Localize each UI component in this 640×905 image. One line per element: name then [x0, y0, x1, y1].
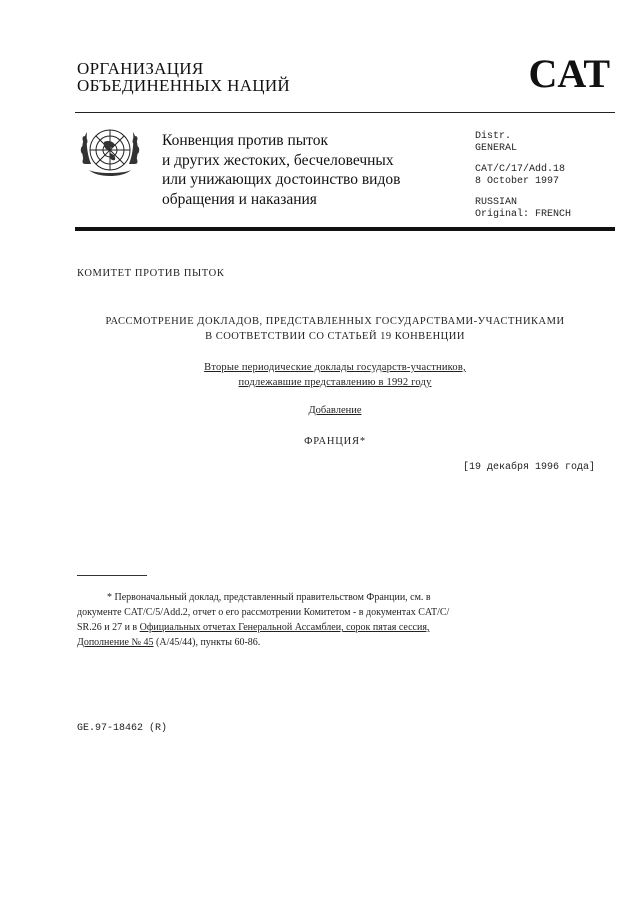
- footnote-line-4: [77, 635, 567, 650]
- footnote-supplement-ref: Дополнение № 45: [77, 637, 154, 648]
- convention-title: [162, 131, 400, 209]
- convention-line-4: обращения и наказания: [162, 190, 317, 208]
- footnote-separator: [77, 575, 147, 576]
- footnote-official-records-link: Официальных отчетах Генеральной Ассамблеи, сорок пятая сессия,: [139, 622, 430, 633]
- periodic-reports-heading: [75, 360, 595, 390]
- header-rule-top: [75, 112, 615, 113]
- convention-line-3: или унижающих достоинство видов: [162, 171, 401, 188]
- consideration-line-2: В СООТВЕТСТВИИ СО СТАТЬЕЙ 19 КОНВЕНЦИИ: [205, 331, 465, 342]
- committee-name: КОМИТЕТ ПРОТИВ ПЫТОК: [77, 268, 225, 279]
- consideration-heading: [75, 314, 595, 344]
- original-language: Original: FRENCH: [475, 208, 572, 220]
- report-date: [19 декабря 1996 года]: [462, 462, 595, 473]
- footnote-line-1: * Первоначальный доклад, представленный правительством Франции, см. в: [107, 592, 431, 603]
- organization-name: [77, 60, 290, 94]
- footnote-line-3-plain: SR.26 и 27 и в: [77, 622, 140, 633]
- convention-line-1: Конвенция против пыток: [162, 132, 329, 149]
- document-symbol: CAT/C/17/Add.18: [475, 164, 566, 175]
- consideration-line-1: РАССМОТРЕНИЕ ДОКЛАДОВ, ПРЕДСТАВЛЕННЫХ ГОСУДАРСТВАМИ-УЧАСТНИКАМИ: [105, 316, 565, 327]
- addendum-label: Добавление: [308, 405, 362, 416]
- footnote-line-2: документе CAT/C/5/Add.2, отчет о его рассмотрении Комитетом - в документах CAT/C/: [77, 607, 450, 618]
- org-line-1: ОРГАНИЗАЦИЯ: [77, 59, 204, 78]
- footnote: [77, 590, 567, 650]
- footnote-line-3: [77, 620, 567, 635]
- header-rule-bottom: [75, 227, 615, 231]
- document-date: 8 October 1997: [475, 175, 560, 187]
- distribution-label: Distr.: [475, 131, 512, 142]
- document-language: RUSSIAN: [475, 197, 518, 208]
- document-job-number: GE.97-18462 (R): [77, 723, 168, 734]
- periodic-line-2: подлежавшие представлению в 1992 году: [238, 377, 432, 388]
- distribution-value: GENERAL: [475, 142, 518, 154]
- footnote-line-4-plain: (A/45/44), пункты 60-86.: [153, 637, 261, 648]
- addendum-heading: [75, 405, 595, 416]
- country-heading: ФРАНЦИЯ*: [304, 436, 366, 447]
- periodic-line-1: Вторые периодические доклады государств-участников,: [204, 362, 466, 373]
- un-emblem-icon: [77, 120, 143, 184]
- org-line-2: ОБЪЕДИНЕННЫХ НАЦИЙ: [77, 76, 291, 95]
- convention-line-2: и других жестоких, бесчеловечных: [162, 151, 394, 169]
- document-metadata: [475, 131, 571, 220]
- document-series-symbol: CAT: [528, 51, 610, 96]
